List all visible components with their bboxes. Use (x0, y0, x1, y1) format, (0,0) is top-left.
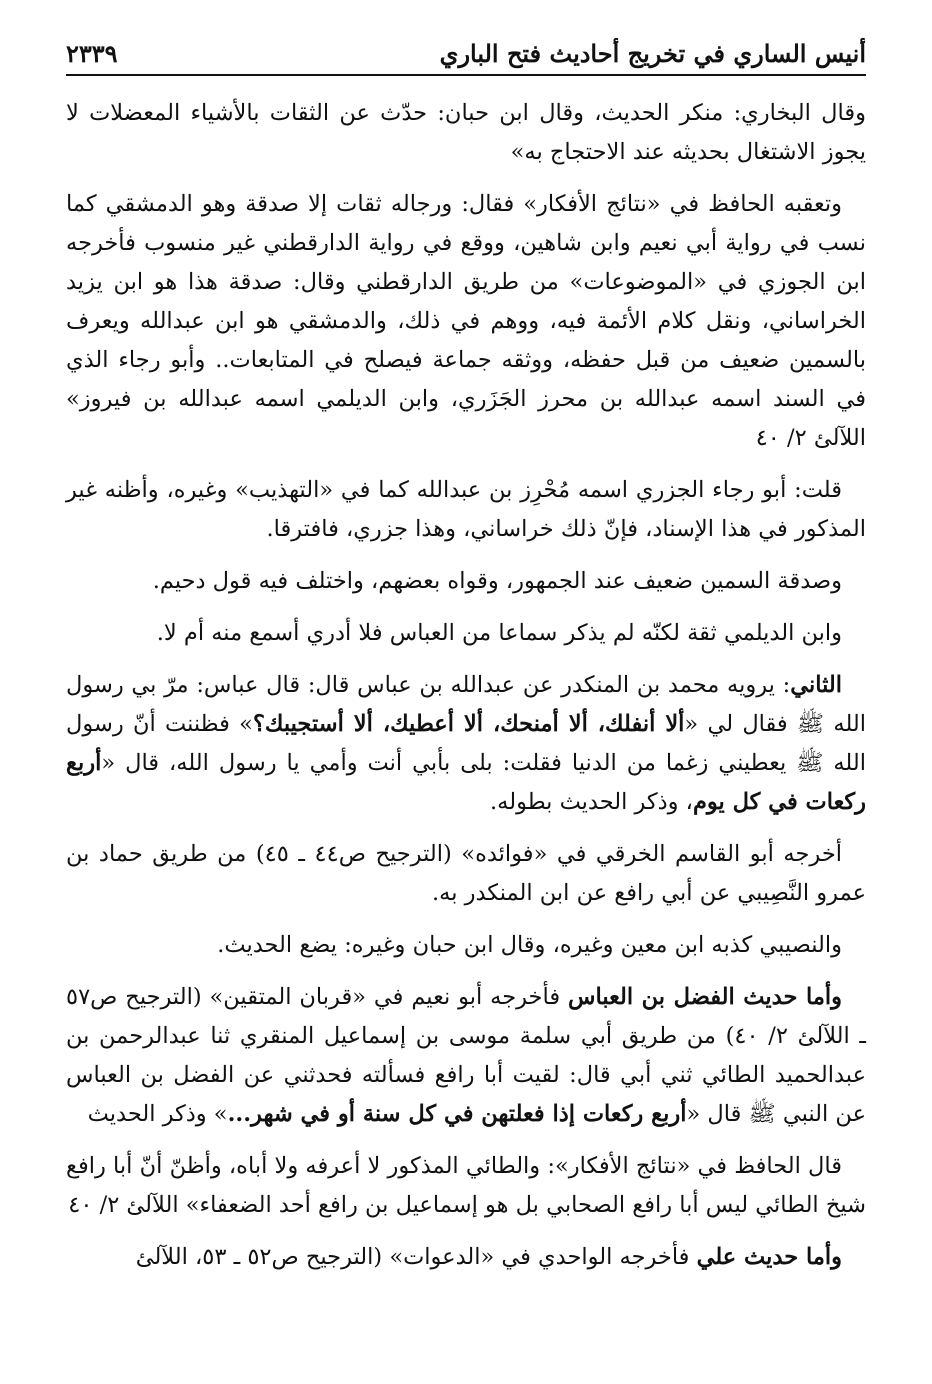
running-title: أنيس الساري في تخريج أحاديث فتح الباري (439, 39, 866, 68)
text-segment: وابن الديلمي ثقة لكنّه لم يذكر سماعا من العباس فلا أدري أسمع منه أم لا. (156, 620, 842, 646)
text-segment: قال الحافظ في «نتائج الأفكار»: والطائي المذكور لا أعرفه ولا أباه، وأظنّ أنّ أبا رافع شيخ الطائي ليس أبا رافع الصحابي بل هو إسماعيل بن رافع أحد الضعفاء» اللآلئ ٢/ ٤٠ (66, 1153, 866, 1218)
bold-text: الثاني (790, 672, 842, 698)
text-segment: قلت: أبو رجاء الجزري اسمه مُحْرِز بن عبدالله كما في «التهذيب» وغيره، وأظنه غير المذكور في هذا الإسناد، فإنّ ذلك خراساني، وهذا جزري، فافترقا. (66, 477, 866, 542)
bold-text: وأما حديث الفضل بن العباس (568, 984, 842, 1010)
paragraph-p7 (66, 835, 866, 913)
text-segment: » فظننت أنّ رسول الله ﷺ يعطيني زغما من الدنيا فقلت: بلى بأبي أنت وأمي يا رسول الله، قال « (66, 711, 866, 776)
text-segment: والنصيبي كذبه ابن معين وغيره، وقال ابن حبان وغيره: يضع الحديث. (217, 932, 842, 958)
text-segment: فأخرجه الواحدي في «الدعوات» (الترجيح ص٥٢ ـ ٥٣، اللآلئ (135, 1244, 697, 1270)
paragraph-p8 (66, 926, 866, 965)
paragraph-p2 (66, 185, 866, 458)
paragraph-p9 (66, 978, 866, 1134)
bold-text: أربع ركعات إذا فعلتهن في كل سنة أو في شهر... (227, 1101, 687, 1127)
paragraph-p11 (66, 1238, 866, 1277)
paragraph-p3 (66, 471, 866, 549)
paragraph-p1 (66, 94, 866, 172)
text-segment: ، وذكر الحديث بطوله. (490, 789, 693, 815)
text-segment: أخرجه أبو القاسم الخرقي في «فوائده» (الترجيح ص٤٤ ـ ٤٥) من طريق حماد بن عمرو النَّصِيبي عن أبي رافع عن ابن المنكدر به. (66, 841, 866, 906)
text-segment: : يرويه محمد بن المنكدر عن عبدالله بن عباس قال: قال عباس: مرّ بي رسول الله ﷺ فقال لي « (66, 672, 867, 737)
bold-text: ألا أنفلك، ألا أمنحك، ألا أعطيك، ألا أستجيبك؟ (252, 711, 685, 737)
bold-text: وأما حديث علي (696, 1244, 842, 1270)
text-segment: » وذكر الحديث (87, 1101, 228, 1127)
paragraph-p6 (66, 666, 866, 822)
paragraph-p5 (66, 614, 866, 653)
text-segment: وتعقبه الحافظ في «نتائج الأفكار» فقال: ورجاله ثقات إلا صدقة وهو الدمشقي كما نسب في رواية أبي نعيم وابن شاهين، ووقع في رواية الدارقطني غير منسوب فأخرجه ابن الجوزي في «الموضوعات» من طريق الدارقطني وقال: صدقة هذا هو ابن يزيد الخراساني، ونقل كلام الأئمة فيه، ووهم في ذلك، والدمشقي هو ابن عبدالله ويعرف بالسمين ضعيف من قبل حفظه، ووثقه جماعة فيصلح في المتابعات.. وأبو رجاء الذي في السند اسمه عبدالله بن محرز الجَزَري، وابن الديلمي اسمه عبدالله بن فيروز» اللآلئ ٢/ ٤٠ (66, 191, 866, 451)
text-segment: فأخرجه أبو نعيم في «قربان المتقين» (الترجيح ص٥٧ ـ اللآلئ ٢/ ٤٠) من طريق أبي سلمة موسى بن إسماعيل المنقري ثنا عبدالرحمن بن عبدالحميد الطائي ثني أبي قال: لقيت أبا رافع فسألته فحدثني عن الفضل بن العباس عن النبي ﷺ قال « (66, 984, 866, 1127)
paragraph-p10 (66, 1147, 866, 1225)
bold-text: أربع ركعات في كل يوم (66, 750, 866, 815)
text-segment: وقال البخاري: منكر الحديث، وقال ابن حبان: حدّث عن الثقات بالأشياء المعضلات لا يجوز الاشتغال بحديثه عند الاحتجاج به» (66, 100, 866, 165)
page-number: ٢٣٣٩ (66, 39, 118, 68)
running-head (66, 36, 866, 76)
text-segment: وصدقة السمين ضعيف عند الجمهور، وقواه بعضهم، واختلف فيه قول دحيم. (152, 568, 842, 594)
paragraph-p4 (66, 562, 866, 601)
page-body (66, 94, 866, 1277)
